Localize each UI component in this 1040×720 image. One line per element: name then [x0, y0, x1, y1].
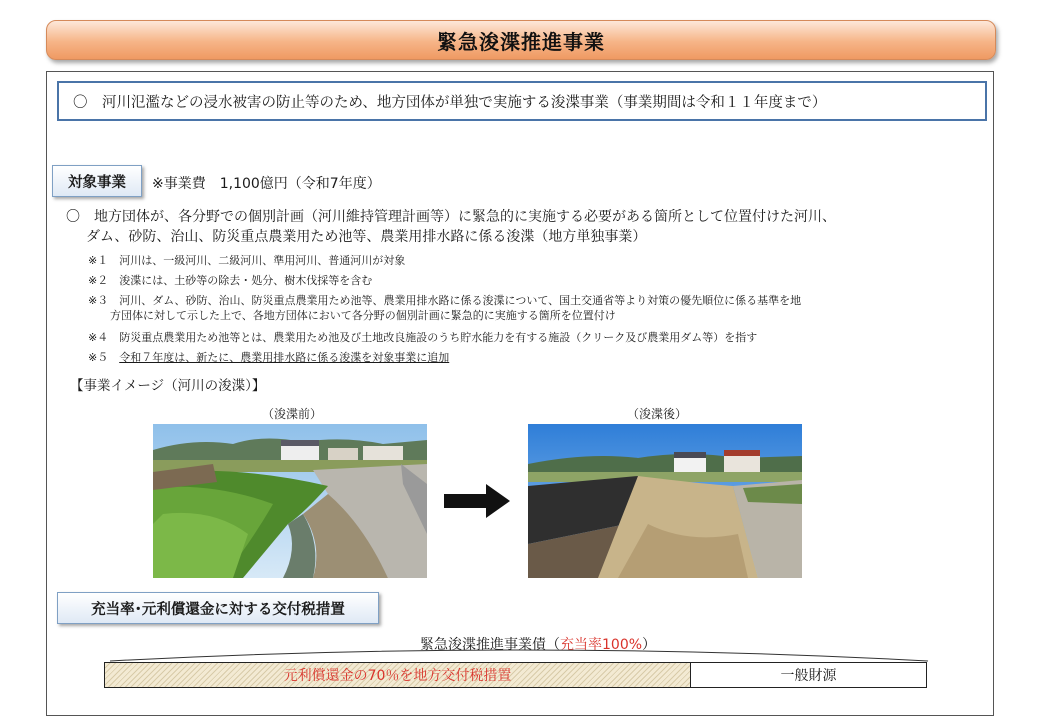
- bond-title-close: ）: [642, 637, 657, 653]
- target-description-line1: 〇 地方団体が、各分野での個別計画（河川維持管理計画等）に緊急的に実施する必要がある箇所として位置付けた河川、: [66, 209, 836, 225]
- bar-segment-general-funds: 一般財源: [691, 663, 926, 687]
- note-1: ※１ 河川は、一級河川、二級河川、準用河川、普通河川が対象: [88, 254, 406, 267]
- project-cost: ※事業費 1,100億円（令和7年度）: [152, 176, 381, 192]
- after-caption: （浚渫後）: [627, 407, 688, 421]
- funding-bar: [104, 662, 927, 688]
- note-5: [88, 350, 449, 365]
- target-label: 対象事業: [52, 165, 142, 197]
- note-2: ※２ 浚渫には、土砂等の除去・処分、樹木伐採等を含む: [88, 274, 373, 287]
- note-3-continued: 方団体に対して示した上で、各地方団体において各分野の個別計画に緊急的に実施する箇所を位置付け: [110, 309, 616, 322]
- bond-brace: [108, 645, 930, 663]
- after-dredging-photo: [528, 424, 802, 578]
- before-dredging-photo: [153, 424, 427, 578]
- summary-box: [57, 81, 987, 121]
- before-caption: （浚渫前）: [262, 407, 323, 421]
- note-4: ※４ 防災重点農業用ため池等とは、農業用ため池及び土地改良施設のうち貯水能力を有する施設（クリーク及び農業用ダム等）を指す: [88, 331, 758, 344]
- note-3: ※３ 河川、ダム、砂防、治山、防災重点農業用ため池等、農業用排水路に係る浚渫について、国土交通省等より対策の優先順位に係る基準を地: [88, 294, 802, 307]
- page-title: 緊急浚渫推進事業: [437, 29, 605, 54]
- note-5-text: 令和７年度は、新たに、農業用排水路に係る浚渫を対象事業に追加: [119, 351, 450, 364]
- bond-title-text: 緊急浚渫推進事業債（: [420, 637, 560, 653]
- title-banner: [46, 20, 996, 60]
- target-description-line2: ダム、砂防、治山、防災重点農業用ため池等、農業用排水路に係る浚渫（地方単独事業）: [86, 229, 647, 245]
- summary-text: 〇 河川氾濫などの浸水被害の防止等のため、地方団体が単独で実施する浚渫事業（事業期間は令和１１年度まで）: [73, 94, 827, 111]
- note-5-prefix: ※５: [88, 351, 120, 364]
- bar-segment-tax-measure: 元利償還金の70％を地方交付税措置: [105, 663, 691, 687]
- bond-rate: 充当率100%: [560, 637, 643, 653]
- right-arrow-icon: [444, 484, 510, 518]
- tax-measure-label: 充当率･元利償還金に対する交付税措置: [57, 592, 379, 624]
- image-section-title: 【事業イメージ（河川の浚渫）】: [70, 378, 266, 394]
